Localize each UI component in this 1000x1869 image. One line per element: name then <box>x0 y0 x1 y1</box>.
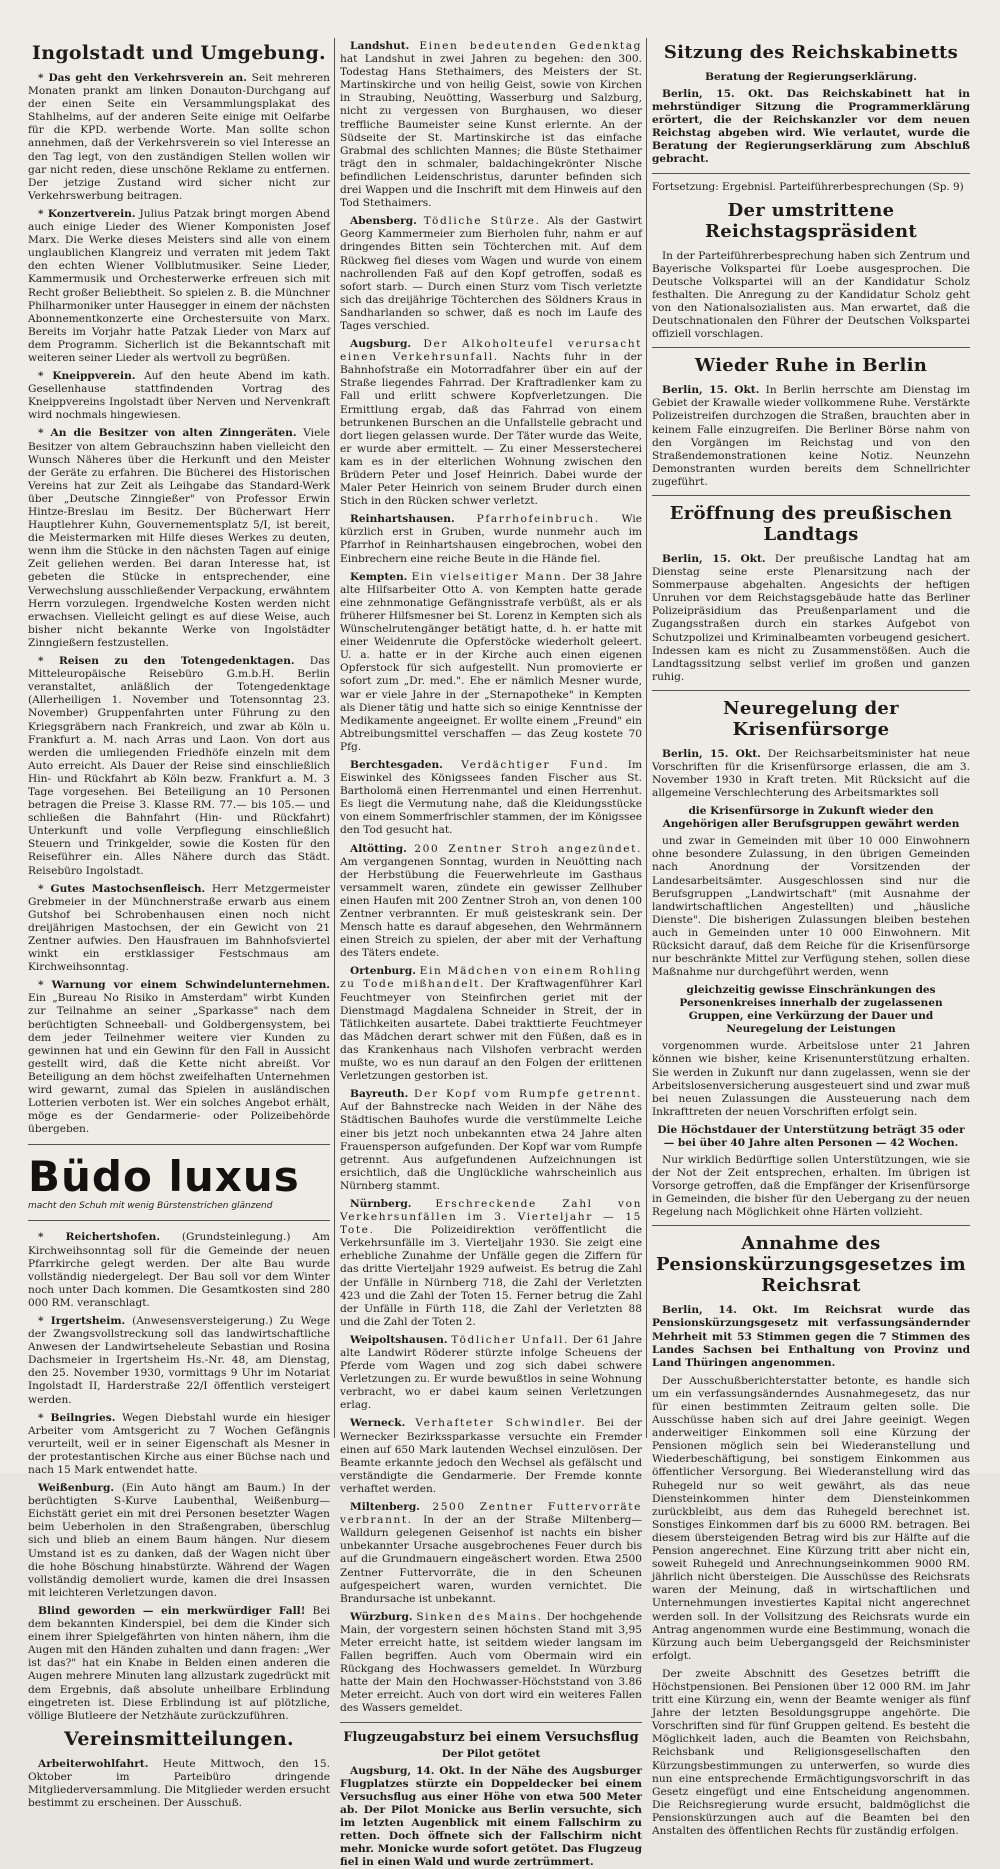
article-lead: Blind geworden — ein merkwürdiger Fall! <box>38 1604 306 1617</box>
article-subject: Pfarrhofeinbruch. <box>476 513 600 526</box>
article-lead: Landshut. <box>350 40 410 52</box>
article <box>28 1605 330 1723</box>
article-subject: Der Kopf vom Rumpfe getrennt. <box>414 1088 642 1101</box>
article <box>652 384 970 489</box>
column-rule <box>334 38 335 1438</box>
article <box>28 1231 330 1310</box>
article-text: Im Eiswinkel des Königssees fanden Fischer aus St. Bartholomä einen Herrenmantel und einen Herrenhut. Es liegt die Vermutung nahe, daß die Kleidungsstücke von einem Sommerfrischler stammen, der im Königssee den Tod gesucht hat. <box>340 758 642 837</box>
article-subject: Ein vielseitiger Mann. <box>411 570 568 583</box>
article-lead: Berlin, 14. Okt. <box>662 1304 778 1317</box>
article-heading: Neuregelung der Krisenfürsorge <box>723 697 899 740</box>
article-subject: Ein Mädchen von einem Rohling zu Tode mißhandelt. <box>340 965 642 991</box>
article <box>28 655 330 878</box>
article-subject: Einen bedeutenden Gedenktag <box>419 40 642 52</box>
article-text: hat Landshut in zwei Jahren zu begehen: den 300. Todestag Hans Stethaimers, des Meisters der St. Martinskirche und von heilig Geist, sowie von Kirchen in Straubing, Neuötting, Wasserburg und Salzburg, nicht zu vergessen von Burghausen, wo dieser treffliche Baumeister seine Kunst erlernte. An der Südseite der St. Martinskirche ist das einfache Grabmal des schlichten Mannes; die Büste Stethaimer trägt den in schmaler, baldachingekrönter Nische befindlichen Leidenschristus, darunter befinden sich drei Wappen und die Inschrift mit dem Hinweis auf den Tod Stethaimers. <box>340 53 642 210</box>
article-text: Die Polizeidirektion veröffentlicht die Verkehrsunfälle im 3. Vierteljahr 1930. Sie zeigt eine erhebliche Zunahme der Unfälle gegen die Ziffern für das dritte Vierteljahr 1929 aufweist. Es betrug die Zahl der Unfälle in Nürnberg 718, die Zahl der Verletzten 423 und die Zahl der Toten 15. Ferner betrug die Zahl der Unfälle in Fürth 118, die Zahl der Verletzten 88 und die Zahl der Toten 2. <box>340 1224 642 1328</box>
article-text: Auf den heute Abend im kath. Gesellenhause stattfindenden Vortrag des Kneippvereins Ingolstadt über Nerven und Nervenkraft wird nochmals hingewiesen. <box>28 370 330 422</box>
article-lead: Berlin, 15. Okt. <box>662 552 766 565</box>
continuation-note: Fortsetzung: Ergebnisl. Parteiführerbesprechungen (Sp. 9) <box>652 180 964 193</box>
article <box>28 883 330 975</box>
article-lead: Miltenberg. <box>350 1501 420 1514</box>
article-lead: Abensberg. <box>350 215 417 228</box>
article-text: Der zweite Abschnitt des Gesetzes betrifft die Höchstpensionen. Bei Pensionen über 12 000 RM. im Jahr tritt eine Kürzung ein, wenn der Beamte weniger als fünf Jahre der letzten Besoldungsgruppe angehörte. Die Vorschriften sind für fünf Gruppen geltend. Es besteht die Möglichkeit laden, auch die Beamten von Reichsbahn, Reichsbank und Religionsgesellschaften den Kürzungsbestimmungen zu unterwerfen, so wurde dies nun eine entsprechende Ermächtigungsvorschrift in das Gesetz eingefügt und eine Entscheidung angenommen. Die Reichsregierung wurde ersucht, baldmöglichst die Pensionskürzungen auch auf die Beamten bei den Anstalten des öffentlichen Rechts für zuständig erfolgen. <box>652 1667 970 1837</box>
article <box>28 1482 330 1600</box>
article-lead: * Konzertverein. <box>38 207 136 220</box>
article <box>340 1611 642 1716</box>
article-lead: Altötting. <box>350 842 407 855</box>
article-lead: Werneck. <box>350 1417 406 1430</box>
article-lead: Berchtesgaden. <box>350 758 443 771</box>
section-heading: Vereinsmitteilungen. <box>64 1727 294 1750</box>
article-lead: * Kneippverein. <box>38 370 136 383</box>
article-text: In der Nähe des Augsburger Flugplatzes stürzte ein Doppeldecker bei einem Versuchsflug aus einer Höhe von etwa 500 Meter ab. Der Pilot Monicke aus Berlin versuchte, sich im letzten Augenblick mit einem Fallschirm zu retten. Doch öffnete sich der Fallschirm nicht mehr. Monicke wurde sofort getötet. Das Flugzeug fiel in einen Wald und wurde zertrümmert. <box>340 1764 642 1869</box>
article <box>652 1154 970 1219</box>
column-middle <box>340 40 643 1869</box>
column-left <box>28 40 331 1810</box>
article-lead: Würzburg. <box>350 1610 413 1623</box>
article <box>340 965 642 1083</box>
article-text: Als der Gastwirt Georg Kammermeier zum Bierholen fuhr, nahm er auf dringendes Bitten sein Töchterchen mit. Auf dem Rückweg fiel dieses vom Wagen und wurde von einem nachrollenden Faß auf den Kopf getroffen, sodaß es sofort starb. — Durch einen Sturz vom Tisch verletzte sich das dreijährige Töchterchen des Söldners Kraus in Sandharlanden so schwer, daß es noch im Laufe des Tages verschied. <box>340 215 642 332</box>
article-text: Seit mehreren Monaten prankt am linken Donauton-Durchgang auf der einen Seite ein Versammlungsplakat des Stahlhelms, auf der anderen Seite einige mit Oelfarbe für die KPD. werbende Worte. Man sollte schon annehmen, daß der Verkehrsverein so viel Interesse an den Tag legt, von den zuständigen Stellen wollen wir gar nicht reden, diese unschöne Reklame zu entfernen. Der jetzige Zustand wird sicher nicht zur Verkehrswerbung beitragen. <box>28 72 330 202</box>
article-text: Der 38 Jahre alte Hilfsarbeiter Otto A. von Kempten hatte gerade eine zehnmonatige Gefängnisstrafe verbüßt, als er als früherer Hilfsmesner bei St. Lorenz in Kempten sich als Wünschelrutengänger betätigt hatte, d. h. er hatte mit einer Weidenrute die Opferstöcke wiederholt geleert. U. a. hatte er in der Kirche auch einen eigenen Opferstock für sich aufgestellt. Nun promovierte er sofort zum „Dr. med.". Ehe er nämlich Mesner wurde, war er viele Jahre in der „Sternapotheke" in Kempten als Diener tätig und hatte sich so einige Kenntnisse der Medikamente angeeignet. Er wollte einem „Freund" ein Abtreibungsmittel verschaffen — das Zeug kostete 70 Pfg. <box>340 570 642 753</box>
article-subject: Der Alkoholteufel verursacht einen Verkehrsunfall. <box>340 338 643 364</box>
article-lead: Augsburg, 14. Okt. <box>350 1764 465 1777</box>
article-lead: Arbeiterwohlfahrt. <box>38 1757 149 1770</box>
article-lead: Weißenburg. <box>38 1482 115 1495</box>
article-heading: Wieder Ruhe in Berlin <box>694 355 928 377</box>
article <box>340 513 642 565</box>
article-lead: * An die Besitzer von alten Zinngeräten. <box>38 427 297 440</box>
article-subject: Erschreckende Zahl von Verkehrsunfällen im 3. Vierteljahr — 15 Tote. <box>340 1197 643 1237</box>
article-text: Heute Mittwoch, den 15. Oktober im Parteibüro dringende Mitgliederversammlung. Die Mitglieder werden ersucht bestimmt zu erscheinen. <box>28 1757 331 1810</box>
article <box>652 553 970 684</box>
article-signature: Der Ausschuß. <box>163 1797 243 1810</box>
advertisement <box>28 1144 330 1221</box>
article <box>340 1334 642 1413</box>
article <box>340 1198 642 1329</box>
article-heading: Flugzeugabsturz bei einem Versuchsflug <box>343 1729 639 1745</box>
article-lead: Berlin, 15. Okt. <box>662 384 760 397</box>
article <box>652 835 970 979</box>
article-lead: Weipoltshausen. <box>350 1333 448 1346</box>
divider <box>652 347 970 348</box>
article-emphasis: gleichzeitig gewisse Einschränkungen des Personenkreises innerhalb der zugelassenen Gruppen, eine Verkürzung der Dauer und Neuregelung der Leistungen <box>679 984 943 1036</box>
column-rule <box>646 38 647 1438</box>
article-text: Wie kürzlich erst in Gruben, wurde nunmehr auch im Pfarrhof in Reinhartshausen eingebrochen, wobei den Einbrechern eine reiche Beute in die Hände fiel. <box>340 513 643 565</box>
article <box>652 1375 970 1663</box>
article <box>652 1304 970 1369</box>
article-text: Der preußische Landtag hat am Dienstag seine erste Plenarsitzung nach der Sommerpause abgehalten. Angesichts der heftigen Unruhen vor dem Reichstagsgebäude hatte das Berliner Polizeipräsidium das Preußenparlament und die Zugangsstraßen durch ein starkes Aufgebot von Schutzpolizei und Kriminalbeamten vorbeugend gesichert. Indessen kam es nicht zu Zusammenstößen. Auch die Landtagssitzung selbst verlief im großen und ganzen ruhig. <box>652 552 970 683</box>
article <box>340 1417 642 1496</box>
article <box>28 1315 330 1407</box>
divider <box>652 1225 970 1226</box>
article <box>340 40 642 210</box>
article-text: Ein „Bureau No Risiko in Amsterdam" wirbt Kunden zur Teilnahme an seiner „Sparkasse" nach dem berüchtigten Schneeball- und Goldbergensystem, bei dem jeder Teilnehmer weitere vier Kunden zu gewinnen hat und ein Gewinn für den Fall in Aussicht gestellt wird, daß die Kette nicht abreißt. Vor Beteiligung an dem höchst zweifelhaften Unternehmen wird gewarnt, zumal das Spielen in ausländischen Lotterien verboten ist. Wer ein solches Angebot erhält, möge es der Gendarmerie- oder Polizeibehörde übergeben. <box>28 992 330 1136</box>
article <box>340 843 642 961</box>
article <box>652 1040 970 1119</box>
article-text: Bei der Wernecker Bezirkssparkasse versuchte ein Fremder einen auf 650 Mark lautenden Wechsel einzulösen. Der Beamte erkannte jedoch den Wechsel als gefälscht und verständigte die Gendarmerie. Der Fremde konnte verhaftet werden. <box>340 1417 642 1495</box>
article <box>652 250 970 342</box>
article <box>28 370 330 422</box>
article <box>340 215 642 333</box>
article <box>28 1412 330 1477</box>
article-text: Viele Besitzer von altem Gebrauchszinn haben vielleicht den Wunsch Näheres über die Herkunft und den Meister der Geräte zu erfahren. Die Bücherei des Historischen Vereins hat zur Zeit als Leihgabe das Standard-Werk über „Deutsche Zinngießer" von Professor Erwin Hintze-Breslau im Besitz. Der Bücherwart Herr Hauptlehrer Kuhn, Gouvernementsplatz 5/I, ist bereit, die Meistermarken mit Hilfe dieses Werkes zu deuten, wenn ihm die Stücke in den nächsten Tagen auf einige Zeit geliehen werden. Bei daran Interesse hat, ist gebeten die Stücke in entsprechender, eine Verwechslung ausschließender Verpackung, erwähntem Herrn vorzulegen. Irgendwelche Kosten werden nicht erwachsen. Vielleicht gelingt es auf diese Weise, auch bisher nicht bekannte Werke von Ingolstädter Zinngießern festzustellen. <box>28 427 330 649</box>
ad-slogan: macht den Schuh mit wenig Bürstenstrichen glänzend <box>28 1201 273 1212</box>
article-lead: * Gutes Mastochsenfleisch. <box>38 882 206 895</box>
article-text: Julius Patzak bringt morgen Abend auch einige Lieder des Wiener Komponisten Josef Marx. Die Werke dieses Meisters sind alle von einem unglaublichen Klangreiz und verraten mit jedem Takt den echten Wiener Vollblutmusiker. Seine Lieder, Kammermusik und Orchesterwerke erfreuen sich mit Recht großer Beliebtheit. So spielen z. B. die Münchner Philharmoniker unter Hausegger in einem der nächsten Abonnementkonzerte eine Orchestersuite von Marx. Bereits im Vorjahr hatte Patzak Lieder von Marx auf dem Programm. Sicherlich ist die Bekanntschaft mit weiteren seiner Lieder als wertvoll zu begrüßen. <box>28 207 330 364</box>
article-text: Nachts fuhr in der Bahnhofstraße ein Motorradfahrer über ein auf der Straße liegendes Fahrrad. Der Kraftradlenker kam zu Fall und erlitt schwere Kopfverletzungen. Die Ermittlung ergab, daß das Fahrrad von einem betrunkenen Burschen an die Unfallstelle gebracht und dort liegen gelassen wurde. Der Täter wurde das Weite, er wurde aber ermittelt. — Zu einer Messerstecherei kam es in der elterlichen Wohnung zwischen den Brüdern Peter und Josef Heinrich. Dabei wurde der Maler Peter Heinrich von seinem Bruder durch einen Stich in den Rücken schwer verletzt. <box>340 351 642 508</box>
article-text: Der Ausschußberichterstatter betonte, es handle sich um ein verfassungsänderndes Ausnahmegesetz, das nur für einen bestimmten Zeitraum gelten solle. Die Ausschüsse haben sich auf drei Jahre geeinigt. Wegen anderweitiger Einkommen soll eine Kürzung der Pensionen möglich sein bei Wiederanstellung und Wiederbeschäftigung, bei sonstigem Einkommen aus öffentlicher Versorgung. Bei Wiederanstellung wird das Ruhegeld nur so weit gewährt, als das neue Diensteinkommen hinter dem Diensteinkommen zurückbleibt, aus dem das Ruhegeld berechnet ist. Sonstiges Einkommen darf bis zu 6000 RM. betragen. Bei diesem übersteigenden Betrag wird bis zur Hälfte auf die Pension angerechnet. Eine Kürzung tritt aber nicht ein, soweit Ruhegeld und Anrechnungseinkommen 9000 RM. jährlich nicht übersteigen. Die Ausschüsse des Reichsrats waren der Meinung, daß in wirtschaftlichen und Unternehmungen investiertes Kapital nicht angerechnet werden soll. In der Vollsitzung des Reichsrats wurde ein Antrag angenommen wurde eine Bestimmung, wonach die Kürzung auch beim Uebergangsgeld der Reichsminister erfolgt. <box>652 1374 970 1662</box>
article-text: Das Reichskabinett hat in mehrstündiger Sitzung die Programmerklärung erörtert, die der Reichskanzler vor dem neuen Reichstag abgeben wird. Wie verlautet, wurde die Beratung der Regierungserklärung zum Abschluß gebracht. <box>652 88 970 166</box>
article-text: Das Mitteleuropäische Reisebüro G.m.b.H. Berlin veranstaltet, anläßlich der Totengedenktage (Allerheiligen 1. November und Totensonntag 23. November) Gruppenfahrten unter Führung zu den Kriegsgräbern nach Frankreich, und zwar ab Köln u. Frankfurt a. M. nach Arras und Laon. Von dort aus werden die umliegenden Friedhöfe einzeln mit dem Auto erreicht. Als Dauer der Reise sind einschließlich Hin- und Rückfahrt ab Köln bezw. Frankfurt a. M. 3 Tage vorgesehen. Bei Beteiligung an 10 Personen betragen die Preise 3. Klasse RM. 77.— bis 105.— und schließen die Bahnfahrt (Hin- und Rückfahrt) Unterkunft und volle Verpflegung einschließlich Steuern und Trinkgelder, sowie die Kosten für den Reiseführer ein. Alles Nähere durch das Städt. Reisebüro Ingolstadt. <box>28 655 330 877</box>
divider <box>340 1722 642 1723</box>
article-emphasis: die Krisenfürsorge in Zukunft wieder den Angehörigen aller Berufsgruppen gewährt werden <box>662 805 960 831</box>
article-lead: * Das geht den Verkehrsverein an. <box>38 72 247 84</box>
article-lead: * Reisen zu den Totengedenktagen. <box>38 655 295 668</box>
article-subject: Tödlicher Unfall. <box>451 1333 569 1346</box>
article-text: Der Kraftwagenführer Karl Feuchtmeyer von Steinfirchen geriet mit der Dienstmagd Magdalena Schneider in Streit, der in Tätlichkeiten ausartete. Dabei trakttierte Feuchtmeyer das Mädchen derart schwer mit den Füßen, daß es in das Krankenhaus nach Vilshofen verbracht werden mußte, wo es nun darauf an den Folgen der erlittenen Verletzungen gestorben ist. <box>340 978 642 1083</box>
divider <box>652 495 970 496</box>
divider <box>652 690 970 691</box>
article <box>340 1501 642 1606</box>
article-lead: Berlin, 15. Okt. <box>662 747 761 760</box>
article-text: Wegen Diebstahl wurde ein hiesiger Arbeiter vom Amtsgericht zu 7 Wochen Gefängnis verurteilt, weil er in seiner Eigenschaft als Mesner in der protestantischen Kirche aus einer Büchse nach und nach 15 Mark entwendet hatte. <box>28 1411 330 1476</box>
article-lead: Bayreuth. <box>350 1088 409 1101</box>
article <box>28 208 330 365</box>
divider <box>652 173 970 174</box>
article-lead: Augsburg. <box>350 338 412 351</box>
article-lead: Nürnberg. <box>350 1197 412 1210</box>
article-subject: Tödliche Stürze. <box>423 215 541 228</box>
article-text: Nur wirklich Bedürftige sollen Unterstützungen, wie sie der Not der Zeit entsprechen, erhalten. Im übrigen ist Vorsorge getroffen, daß die Empfänger der Krisenfürsorge in Gemeinden, die bisher für den Uebergang zu der neuen Regelung nach Möglichkeit ohne Härten vollzieht. <box>652 1153 970 1219</box>
article <box>340 338 642 508</box>
article-text: Am vergangenen Sonntag, wurden in Neuötting nach der Herbstübung die Feuerwehrleute im Gasthaus versammelt waren, zündete ein gewisser Zellhuber einen Haufen mit 200 Zentner Stroh an, von denen 100 Zentner verbrannten. Er muß geisteskrank sein. Der Mensch hatte es darauf abgesehen, den Wehrmännern einen Streich zu spielen, der aber mit der Verhaftung des Täters endete. <box>340 855 642 960</box>
article-lead: Berlin, 15. Okt. <box>662 88 774 100</box>
article <box>340 1765 642 1869</box>
article <box>28 427 330 650</box>
article-lead: * Irgertsheim. <box>38 1314 126 1327</box>
column-right <box>652 40 971 1837</box>
article-text: (Ein Auto hängt am Baum.) In der berüchtigten S-Kurve Laubenthal, Weißenburg—Eichstätt geriet ein mit drei Personen besetzter Wagen beim Ueberholen in den Straßengraben, überschlug sich und blieb an einem Baum hängen. Nur diesem Umstand ist es zu danken, daß der Wagen nicht über die hohe Böschung hinabstürzte. Während der Wagen vollständig demoliert wurde, kamen die drei Insassen mit leichteren Verletzungen davon. <box>28 1482 330 1599</box>
article-subject: 200 Zentner Stroh angezündet. <box>414 842 642 855</box>
article-subject: Verdächtiger Fund. <box>461 758 610 771</box>
article <box>340 1088 642 1193</box>
article-heading: Sitzung des Reichskabinetts <box>663 42 959 63</box>
article-heading: Eröffnung des preußischen Landtags <box>669 502 953 545</box>
article-text: Im Reichsrat wurde das Pensionskürzungsgesetz mit verfassungsändernder Mehrheit mit 53 Stimmen gegen die 7 Stimmen des Landes Sachsen bei Enthaltung von Provinz und Land Thüringen angenommen. <box>652 1304 970 1369</box>
article-lead: Ortenburg. <box>350 965 416 978</box>
article-text: Der 61 Jahre alte Landwirt Röderer stürzte infolge Scheuens der Pferde vom Wagen und zog sich dabei schwere Verletzungen zu. Er wurde bewußtlos in seine Wohnung verbracht, wo er dabei kaum seinen Verletzungen erlag. <box>340 1333 642 1412</box>
article-text: (Grundsteinlegung.) Am Kirchweihsonntag soll für die Gemeinde der neuen Pfarrkirche gelegt werden. Der alte Bau wurde vollständig niedergelegt. Der Bau soll vor dem Winter noch unter Dach kommen. Die Gesamtkosten sind 280 000 RM. veranschlagt. <box>28 1231 330 1309</box>
article <box>652 1668 970 1838</box>
article <box>340 759 642 838</box>
article-lead: * Reichertshofen. <box>38 1231 161 1244</box>
article-lead: Reinhartshausen. <box>350 513 455 526</box>
article-text: Herr Metzgermeister Grebmeier in der Münchnerstraße erwarb aus einem Gutshof bei Schrobenhausen einen noch nicht dreijährigen Mastochsen, der ein Gewicht von 21 Zentner aufwies. Den Hausfrauen im Bahnhofsviertel winkt ein erstklassiger Festschmaus am Kirchweihsonntag. <box>28 882 330 974</box>
article <box>652 748 970 800</box>
article <box>652 88 970 167</box>
article-subheading: Der Pilot getötet <box>441 1747 541 1760</box>
article-text: Der hochgehende Main, der vorgestern seinen höchsten Stand mit 3,95 Meter erreicht hatte, ist seitdem wieder langsam im Fallen begriffen. Auch vom Obermain wird ein Rückgang des Hochwassers gemeldet. In Würzburg hatte der Main den Hochwasser-Höchststand von 3.86 Meter erreicht. Auch von dort wird ein weiteres Fallen des Wassers gemeldet. <box>340 1610 643 1715</box>
article <box>28 72 330 203</box>
ad-brand-logo: Büdo luxus <box>28 1152 300 1202</box>
article-subject: Verhafteter Schwindler. <box>415 1417 587 1430</box>
article <box>340 571 642 754</box>
article-subheading: Beratung der Regierungserklärung. <box>705 71 917 83</box>
article-text: (Anwesensversteigerung.) Zu Wege der Zwangsvollstreckung soll das landwirtschaftliche Anwesen der Landwirtseheleute Sebastian und Rosina Dachsmeier in Irgertsheim Hs.-Nr. 48, am Dienstag, den 25. November 1930, vormittags 9 Uhr im Notariat Ingolstadt II, Harderstraße 22/I öffentlich versteigert werden. <box>28 1314 331 1406</box>
section-heading: Ingolstadt und Umgebung. <box>32 42 326 64</box>
article-text: vorgenommen wurde. Arbeitslose unter 21 Jahren können wie bisher, keine Krisenunterstützung erhalten. Sie werden in Zukunft nur dann zugelassen, wenn sie der Arbeitslosenversicherung ausgesteuert sind und zwar muß bei neuen Zulassungen die Aussteuerung nach dem Inkrafttreten der neuen Vorschriften erfolgt sein. <box>652 1040 970 1118</box>
article-heading: Annahme des Pensionskürzungsgesetzes im Reichsrat <box>656 1233 966 1297</box>
article-emphasis: Die Höchstdauer der Unterstützung beträgt 35 oder — bei über 40 Jahre alten Personen — 42 Wochen. <box>657 1123 965 1149</box>
article-lead: * Warnung vor einem Schwindelunternehmen. <box>38 979 330 992</box>
article-heading: Der umstrittene Reichstagspräsident <box>705 199 917 242</box>
article-text: Auf der Bahnstrecke nach Weiden in der Nähe des Städtischen Bauhofes wurde die verstümmelte Leiche einer bis jetzt noch unbekannten etwa 24 Jahre alten Frauensperson aufgefunden. Der Kopf war vom Rumpfe getrennt. Aus aufgefundenen Aufzeichnungen ist ersichtlich, daß die Unglückliche wahrscheinlich aus Nürnberg stammt. <box>340 1101 642 1192</box>
article <box>28 1758 330 1810</box>
article-text: In Berlin herrschte am Dienstag im Gebiet der Krawalle wieder vollkommene Ruhe. Verstärkte Polizeistreifen durchzogen die Straßen, brauchten aber in keinem Falle einzugreifen. Die Berliner Börse nahm von den Vorgängen im Reichstag und von den Straßendemonstrationen keine Notiz. Neunzehn Demonstranten wurden bereits dem Schnellrichter zugeführt. <box>652 384 971 488</box>
article-text: In der an der Straße Miltenberg—Walldurn gelegenen Geisenhof ist nachts ein bisher unbekannter Ursache ausgebrochenes Feuer durch bis auf die Grundmauern eingeäschert worden. Etwa 2500 Zentner Futtervorräte, die in den Scheunen aufgespeichert waren, wurden vernichtet. Die Brandursache ist unbekannt. <box>340 1514 643 1605</box>
article-text: Bei dem bekannten Kinderspiel, bei dem die Kinder sich einem ihrer Spielgefährten von hinten nähern, ihm die Augen mit den Händen zuhalten und dann fragen: „Wer ist das?" hat ein Knabe in Belden einen anderen die Augen mehrere Minuten lang allzustark zugedrückt mit dem Ergebnis, daß absolute unheilbare Erblindung eingetreten ist. Diese Erblindung ist auf plötzliche, völlige Blutleere der Netzhäute zurückzuführen. <box>28 1604 330 1722</box>
article-lead: * Beilngries. <box>38 1411 116 1424</box>
article-text: Der Reichsarbeitsminister hat neue Vorschriften für die Krisenfürsorge erlassen, die am 3. November 1930 in Kraft treten. Mit Rücksicht auf die allgemeine Verschlechterung des Arbeitsmarktes soll <box>652 747 970 800</box>
article-text: In der Parteiführerbesprechung haben sich Zentrum und Bayerische Volkspartei für Loebe ausgesprochen. Die Deutsche Volkspartei will an der Kandidatur Scholz festhalten. Die Anregung zu der Kandidatur Scholz geht von den Nationalsozialisten aus. Man erwartet, daß die Deutschnationalen den Führer der Deutschen Volkspartei offiziell vorschlagen. <box>652 249 970 341</box>
article-text: und zwar in Gemeinden mit über 10 000 Einwohnern ohne besondere Zulassung, in den übrigen Gemeinden nach Anordnung der Vorsitzenden der Landesarbeitsämter. Ausgeschlossen sind nur die Berufsgruppen „Landwirtschaft" (mit Ausnahme der landwirtschaftlichen Angestellten) und „häusliche Dienste". Die bisherigen Zulassungen bleiben bestehen auch in Gemeinden unter 10 000 Einwohnern. Mit Rücksicht darauf, daß dem Reiche für die Krisenfürsorge nur beschränkte Mittel zur Verfügung stehen, sollen diese Maßnahme nur durchgeführt werden, wenn <box>652 835 970 979</box>
article <box>28 979 330 1136</box>
article-lead: Kempten. <box>350 570 408 583</box>
article-subject: Sinken des Mains. <box>416 1610 543 1623</box>
article-subject: 2500 Zentner Futtervorräte verbrannt. <box>340 1501 642 1527</box>
